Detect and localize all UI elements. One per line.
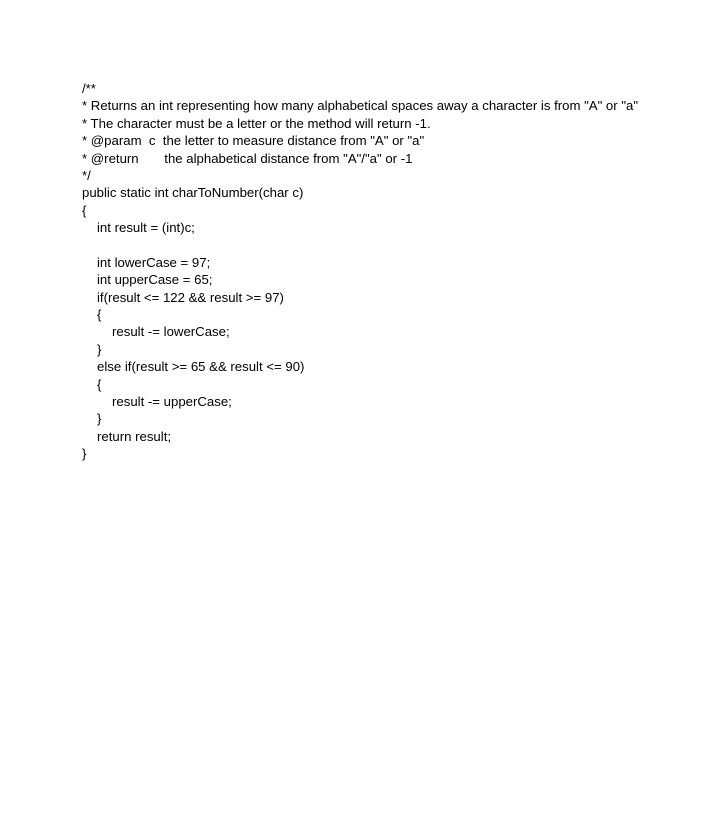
code-line: } [97,411,102,427]
code-line: { [97,376,102,392]
code-line: int upperCase = 65; [97,272,213,288]
code-line: /** [82,81,96,96]
code-line: * Returns an int representing how many alphabetical spaces away a character is from "A" or "a" [82,98,639,114]
code-line: int result = (int)c; [97,220,195,236]
code-line: if(result <= 122 && result >= 97) [97,289,284,305]
code-block [82,80,702,463]
code-line: { [82,202,87,218]
code-line: } [82,446,87,462]
code-line: public static int charToNumber(char c) [82,185,304,201]
code-line: result -= upperCase; [112,394,232,410]
code-line: result -= lowerCase; [112,324,230,340]
code-line: int lowerCase = 97; [97,254,211,270]
code-line: * @return the alphabetical distance from "A"/"a" or -1 [82,150,413,166]
code-line: */ [82,167,91,183]
code-line: * @param c the letter to measure distance from "A" or "a" [82,133,425,149]
code-line: else if(result >= 65 && result <= 90) [97,359,305,375]
code-line: return result; [97,428,172,444]
code-line: * The character must be a letter or the method will return -1. [82,115,431,131]
code-line: } [97,341,102,357]
code-line-blank [82,237,702,254]
code-line: { [97,307,102,323]
